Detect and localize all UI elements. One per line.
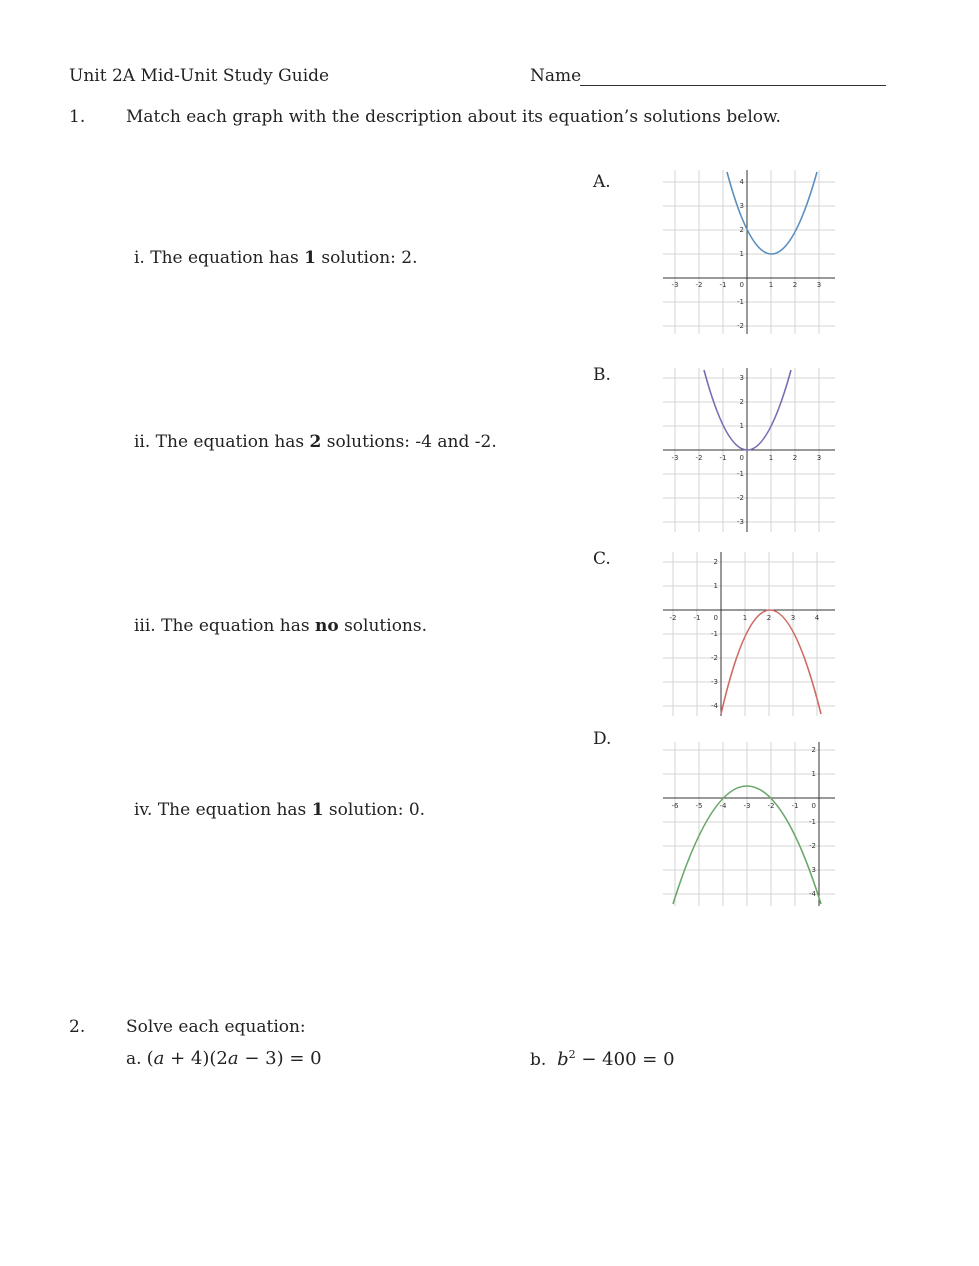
tick-label: -2 xyxy=(695,454,703,462)
graph-d-plot xyxy=(663,742,835,906)
tick-label: 1 xyxy=(768,281,774,289)
tick-label: -6 xyxy=(671,802,679,810)
tick-label: -3 xyxy=(737,518,744,526)
tick-label: 1 xyxy=(811,770,816,778)
tick-label: 2 xyxy=(713,558,718,566)
graph-d-letter: D. xyxy=(593,729,612,749)
tick-label: 1 xyxy=(742,614,748,622)
question-2-number: 2. xyxy=(69,1017,86,1037)
tick-label: -1 xyxy=(809,818,816,826)
graph-b-letter: B. xyxy=(593,365,611,385)
tick-label: 3 xyxy=(790,614,796,622)
graph-c xyxy=(663,552,835,716)
tick-label: 2 xyxy=(811,746,816,754)
equation-b-math: $b^2 - 400 = 0$ xyxy=(557,1048,675,1070)
tick-label: -2 xyxy=(695,281,703,289)
tick-label: -2 xyxy=(737,494,744,502)
tick-label: 4 xyxy=(814,614,820,622)
tick-label: 2 xyxy=(766,614,772,622)
tick-label: -1 xyxy=(711,630,718,638)
graph-a-plot xyxy=(663,170,835,334)
question-2-prompt: Solve each equation: xyxy=(126,1017,306,1037)
tick-label: -1 xyxy=(693,614,701,622)
tick-label: -4 xyxy=(719,802,727,810)
tick-label: 3 xyxy=(739,374,744,382)
tick-label: -4 xyxy=(809,890,816,898)
tick-label: -2 xyxy=(767,802,775,810)
parabola-c xyxy=(721,610,821,714)
equation-b xyxy=(530,1048,675,1070)
graph-c-plot xyxy=(663,552,835,716)
tick-label: 1 xyxy=(739,422,744,430)
question-1-prompt: Match each graph with the description about its equation’s solutions below. xyxy=(126,107,781,127)
description-iv: iv. The equation has 1 solution: 0. xyxy=(134,800,426,820)
tick-label: 0 xyxy=(713,614,718,622)
tick-label: -2 xyxy=(669,614,677,622)
tick-label: -3 xyxy=(711,678,718,686)
name-blank-line[interactable] xyxy=(580,85,886,86)
tick-label: -3 xyxy=(743,802,751,810)
graph-a xyxy=(663,170,835,334)
tick-label: -2 xyxy=(711,654,718,662)
tick-label: 4 xyxy=(739,178,744,186)
equation-a xyxy=(126,1048,322,1069)
tick-label: -5 xyxy=(695,802,703,810)
tick-label: 1 xyxy=(739,250,744,258)
name-label: Name xyxy=(530,66,582,86)
header-title: Unit 2A Mid-Unit Study Guide xyxy=(69,66,330,86)
tick-label: 3 xyxy=(739,202,744,210)
graph-a-letter: A. xyxy=(593,172,611,192)
tick-label: 2 xyxy=(792,454,798,462)
tick-label: 3 xyxy=(816,281,822,289)
tick-label: -1 xyxy=(719,281,727,289)
tick-label: 0 xyxy=(739,454,744,462)
tick-label: -1 xyxy=(791,802,799,810)
tick-label: -4 xyxy=(711,702,718,710)
tick-label: -2 xyxy=(737,322,744,330)
tick-label: -3 xyxy=(671,281,679,289)
graph-b-plot xyxy=(663,368,835,532)
tick-label: -1 xyxy=(737,298,744,306)
description-i: i. The equation has 1 solution: 2. xyxy=(134,248,418,268)
description-iii: iii. The equation has no solutions. xyxy=(134,616,428,636)
tick-label: 3 xyxy=(811,866,816,874)
graph-b xyxy=(663,368,835,532)
tick-label: 2 xyxy=(739,398,744,406)
graph-d xyxy=(663,742,835,906)
part-a-label: a. xyxy=(126,1049,142,1069)
part-b-label: b. xyxy=(530,1050,547,1070)
tick-label: 1 xyxy=(713,582,718,590)
description-ii: ii. The equation has 2 solutions: -4 and -2. xyxy=(134,432,497,452)
tick-label: -2 xyxy=(809,842,816,850)
tick-label: 0 xyxy=(811,802,816,810)
tick-label: -1 xyxy=(737,470,744,478)
tick-label: 2 xyxy=(739,226,744,234)
tick-label: 1 xyxy=(768,454,774,462)
tick-label: 3 xyxy=(816,454,822,462)
graph-c-letter: C. xyxy=(593,549,611,569)
tick-label: 0 xyxy=(739,281,744,289)
tick-label: 2 xyxy=(792,281,798,289)
equation-a-math: (a + 4)(2a − 3) = 0 xyxy=(146,1048,322,1069)
tick-label: -1 xyxy=(719,454,727,462)
question-1-number: 1. xyxy=(69,107,86,127)
tick-label: -3 xyxy=(671,454,679,462)
